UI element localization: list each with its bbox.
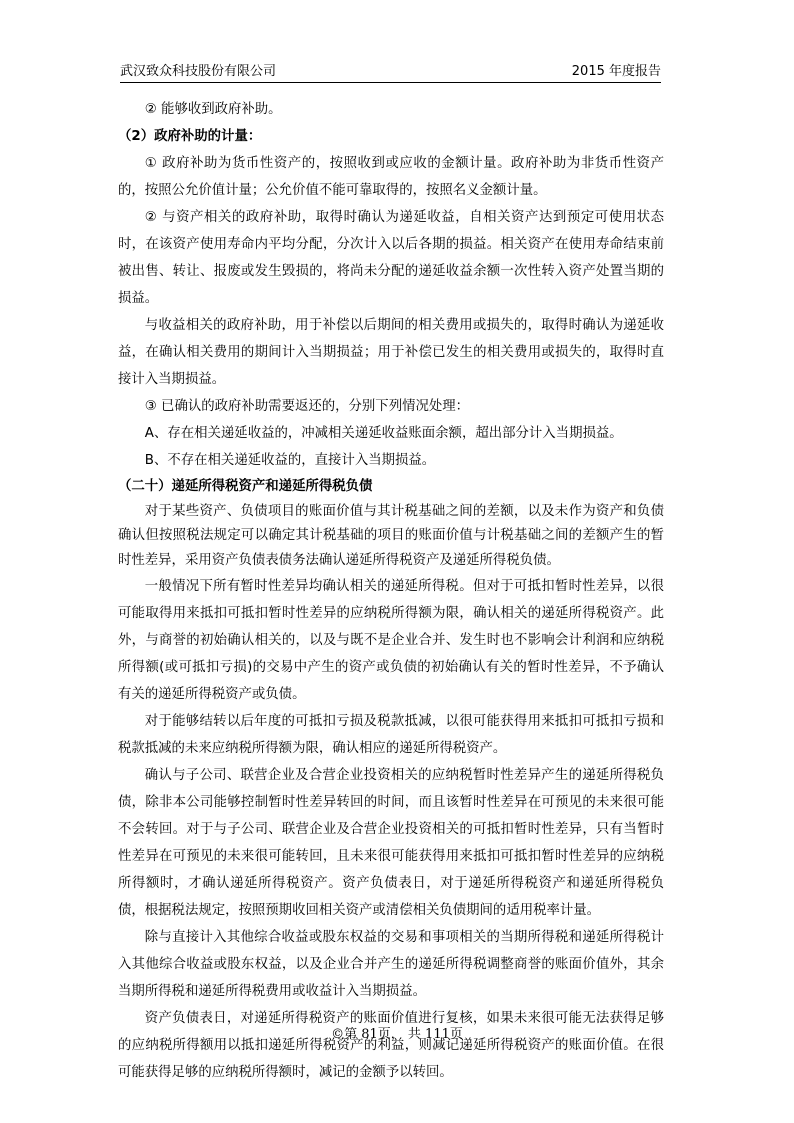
paragraph: ③ 已确认的政府补助需要返还的，分别下列情况处理：: [144, 399, 470, 414]
page-header: [120, 60, 661, 83]
paragraph: ② 能够收到政府补助。: [144, 102, 282, 117]
paragraph: B、不存在相关递延收益的，直接计入当期损益。: [144, 453, 436, 468]
paragraph: 除与直接计入其他综合收益或股东权益的交易和事项相关的当期所得税和递延所得税计入其他综合收益或股东权益，以及企业合并产生的递延所得税调整商誉的账面价值外，其余当期所得税和递延所得税费用或收益计入当期损益。: [118, 929, 664, 999]
paragraph: 一般情况下所有暂时性差异均确认相关的递延所得税。但对于可抵扣暂时性差异，以很可能取得用来抵扣可抵扣暂时性差异的应纳税所得额为限，确认相关的递延所得税资产。此外，与商誉的初始确认相关的，以及与既不是企业合并、发生时也不影响会计利润和应纳税所得额(或可抵扣亏损)的交易中产生的资产或负债的初始确认有关的暂时性差异，不予确认有关的递延所得税资产或负债。: [118, 578, 664, 702]
paragraph: A、存在相关递延收益的，冲减相关递延收益账面余额，超出部分计入当期损益。: [144, 426, 623, 441]
section-heading: （二十）递延所得税资产和递延所得税负债: [118, 479, 373, 494]
paragraph: 资产负债表日，对递延所得税资产的账面价值进行复核，如果未来很可能无法获得足够的应纳税所得额用以抵扣递延所得税资产的利益，则减记递延所得税资产的账面价值。在很可能获得足够的应纳税所得额时，减记的金额予以转回。: [118, 1010, 664, 1080]
paragraph: 与收益相关的政府补助，用于补偿以后期间的相关费用或损失的，取得时确认为递延收益，在确认相关费用的期间计入当期损益；用于补偿已发生的相关费用或损失的，取得时直接计入当期损益。: [118, 318, 664, 387]
page-footer: ©第 81页， 共 111页: [331, 1027, 463, 1042]
paragraph: ② 与资产相关的政府补助，取得时确认为递延收益，自相关资产达到预定可使用状态时，在该资产使用寿命内平均分配，分次计入以后各期的损益。相关资产在使用寿命结束前被出售、转让、报废或发生毁损的，将尚未分配的递延收益余额一次性转入资产处置当期的损益。: [118, 210, 664, 306]
paragraph: ① 政府补助为货币性资产的，按照收到或应收的金额计量。政府补助为非货币性资产的，按照公允价值计量；公允价值不能可靠取得的，按照名义金额计量。: [118, 156, 664, 198]
body-text: [118, 96, 664, 1086]
report-title: 2015 年度报告: [571, 64, 661, 79]
paragraph: 确认与子公司、联营企业及合营企业投资相关的应纳税暂时性差异产生的递延所得税负债，除非本公司能够控制暂时性差异转回的时间，而且该暂时性差异在可预见的未来很可能不会转回。对于与子公司、联营企业及合营企业投资相关的可抵扣暂时性差异，只有当暂时性差异在可预见的未来很可能转回，且未来很可能获得用来抵扣可抵扣暂时性差异的应纳税所得额时，才确认递延所得税资产。资产负债表日，对于递延所得税资产和递延所得税负债，根据税法规定，按照预期收回相关资产或清偿相关负债期间的适用税率计量。: [118, 767, 664, 918]
section-heading: （2）政府补助的计量：: [118, 129, 262, 144]
paragraph: 对于能够结转以后年度的可抵扣亏损及税款抵减，以很可能获得用来抵扣可抵扣亏损和税款抵减的未来应纳税所得额为限，确认相应的递延所得税资产。: [118, 713, 664, 756]
company-name: 武汉致众科技股份有限公司: [120, 64, 277, 79]
paragraph: 对于某些资产、负债项目的账面价值与其计税基础之间的差额，以及未作为资产和负债确认但按照税法规定可以确定其计税基础的项目的账面价值与计税基础之间的差额产生的暂时性差异，采用资产负债表债务法确认递延所得税资产及递延所得税负债。: [118, 504, 664, 568]
